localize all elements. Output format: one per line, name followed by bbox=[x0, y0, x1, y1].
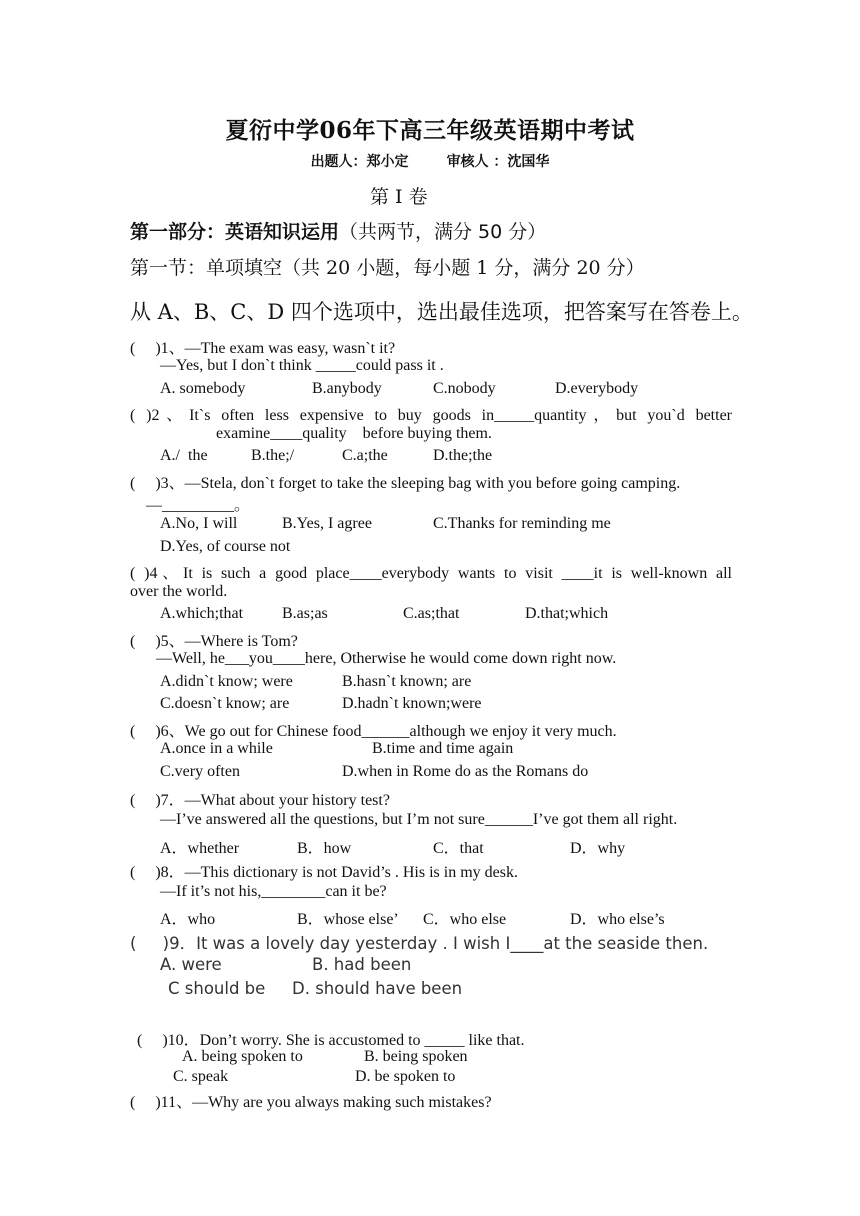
option-1b: B.anybody bbox=[312, 380, 382, 397]
option-1d: D.everybody bbox=[555, 380, 639, 397]
option-1a: A. somebody bbox=[160, 380, 246, 397]
option-9d: D. should have been bbox=[292, 979, 463, 998]
instruction-text: 从 A、B、C、D 四个选项中，选出最佳选项，把答案写在答卷上。 bbox=[130, 300, 753, 324]
question-5-stem: ( )5、—Where is Tom? bbox=[130, 633, 298, 650]
question-7-reply-start: —I’ve answered all the questions, but I’m not sure bbox=[160, 811, 485, 828]
option-10d: D. be spoken to bbox=[355, 1068, 456, 1085]
option-6d: D.when in Rome do as the Romans do bbox=[342, 763, 589, 780]
option-8b: B．whose else’ bbox=[297, 911, 399, 928]
option-5d: D.hadn`t known;were bbox=[342, 695, 482, 712]
option-7d: D．why bbox=[570, 840, 626, 857]
question-9-stem bbox=[130, 930, 708, 954]
option-5c: C.doesn`t know; are bbox=[160, 695, 290, 712]
option-4a: A.which;that bbox=[160, 605, 244, 622]
option-7b: B．how bbox=[297, 840, 352, 857]
option-5b: B.hasn`t known; are bbox=[342, 673, 472, 690]
exam-authors bbox=[0, 151, 860, 171]
option-4b: B.as;as bbox=[282, 605, 328, 622]
option-6a: A.once in a while bbox=[160, 740, 273, 757]
question-3-stem: ( )3、—Stela, don`t forget to take the sleeping bag with you before going camping. bbox=[130, 475, 681, 492]
question-2-stem: ( )2、It`s often less expensive to buy goods in_____quantity，but you`d better bbox=[130, 407, 732, 424]
option-2c: C.a;the bbox=[342, 447, 388, 464]
question-9-stem-end: at the seaside then. bbox=[543, 934, 709, 953]
question-7-stem: ( )7．—What about your history test? bbox=[130, 792, 390, 809]
volume-heading: 第 I 卷 bbox=[370, 186, 428, 208]
reviewer-label: 审核人 ：沈国华 bbox=[446, 154, 550, 170]
option-3d: D.Yes, of course not bbox=[160, 538, 291, 555]
option-8d: D．who else’s bbox=[570, 911, 665, 928]
exam-title: 夏衍中学06年下高三年级英语期中考试 bbox=[225, 117, 635, 144]
question-1-reply: —Yes, but I don`t think _____could pass it . bbox=[160, 357, 444, 374]
question-7-reply-end: I’ve got them all right. bbox=[532, 811, 678, 828]
question-8-reply-start: —If it’s not his, bbox=[160, 883, 262, 900]
option-9b: B. had been bbox=[312, 955, 412, 974]
option-3a: A.No, I will bbox=[160, 515, 238, 532]
option-9a: A. were bbox=[160, 955, 222, 974]
option-1c: C.nobody bbox=[433, 380, 496, 397]
question-11-stem: ( )11、—Why are you always making such mistakes? bbox=[130, 1094, 492, 1111]
question-8-reply bbox=[160, 883, 387, 901]
part-note: （共两节，满分 50 分） bbox=[339, 221, 547, 243]
option-9c: C should be bbox=[168, 979, 266, 998]
question-9-stem-start: ( )9．It was a lovely day yesterday . I wish I bbox=[130, 934, 511, 953]
option-3c: C.Thanks for reminding me bbox=[433, 515, 611, 532]
option-8a: A．who bbox=[160, 911, 216, 928]
option-7c: C．that bbox=[433, 840, 484, 857]
option-10c: C. speak bbox=[173, 1068, 229, 1085]
answer-blank-9: ____ bbox=[510, 934, 544, 953]
option-3b: B.Yes, I agree bbox=[282, 515, 372, 532]
question-10-stem: ( )10．Don’t worry. She is accustomed to _____ like that. bbox=[137, 1032, 525, 1049]
option-4c: C.as;that bbox=[403, 605, 460, 622]
option-8c: C．who else bbox=[423, 911, 507, 928]
question-5-reply: —Well, he___you____here, Otherwise he would come down right now. bbox=[156, 650, 617, 667]
section-heading: 第一节：单项填空（共 20 小题，每小题 1 分，满分 20 分） bbox=[130, 257, 645, 279]
answer-blank-7: ______ bbox=[484, 811, 533, 828]
option-7a: A．whether bbox=[160, 840, 240, 857]
question-4-stem: ( )4、It is such a good place____everybody wants to visit ____it is well-known all bbox=[130, 565, 732, 582]
option-6b: B.time and time again bbox=[372, 740, 514, 757]
option-2a: A./ the bbox=[160, 447, 208, 464]
question-2-stem-cont: examine____quality before buying them. bbox=[216, 425, 492, 442]
author-label: 出题人：郑小定 bbox=[310, 154, 409, 170]
question-7-reply bbox=[160, 811, 677, 829]
option-4d: D.that;which bbox=[525, 605, 609, 622]
option-5a: A.didn`t know; were bbox=[160, 673, 293, 690]
question-6-stem: ( )6、We go out for Chinese food______although we enjoy it very much. bbox=[130, 723, 617, 740]
question-8-reply-end: can it be? bbox=[325, 883, 387, 900]
answer-blank-8: ________ bbox=[261, 883, 326, 900]
part-title: 第一部分：英语知识运用 bbox=[130, 221, 340, 243]
part-heading bbox=[130, 217, 546, 244]
question-4-stem-cont: over the world. bbox=[130, 583, 228, 600]
question-3-reply: —_________。 bbox=[146, 497, 251, 514]
question-1-stem: ( )1、—The exam was easy, wasn`t it? bbox=[130, 340, 396, 357]
question-8-stem: ( )8．—This dictionary is not David’s . His is in my desk. bbox=[130, 864, 518, 881]
option-10a: A. being spoken to bbox=[182, 1048, 303, 1065]
option-2d: D.the;the bbox=[433, 447, 493, 464]
option-2b: B.the;/ bbox=[251, 447, 295, 464]
option-6c: C.very often bbox=[160, 763, 240, 780]
option-10b: B. being spoken bbox=[364, 1048, 468, 1065]
